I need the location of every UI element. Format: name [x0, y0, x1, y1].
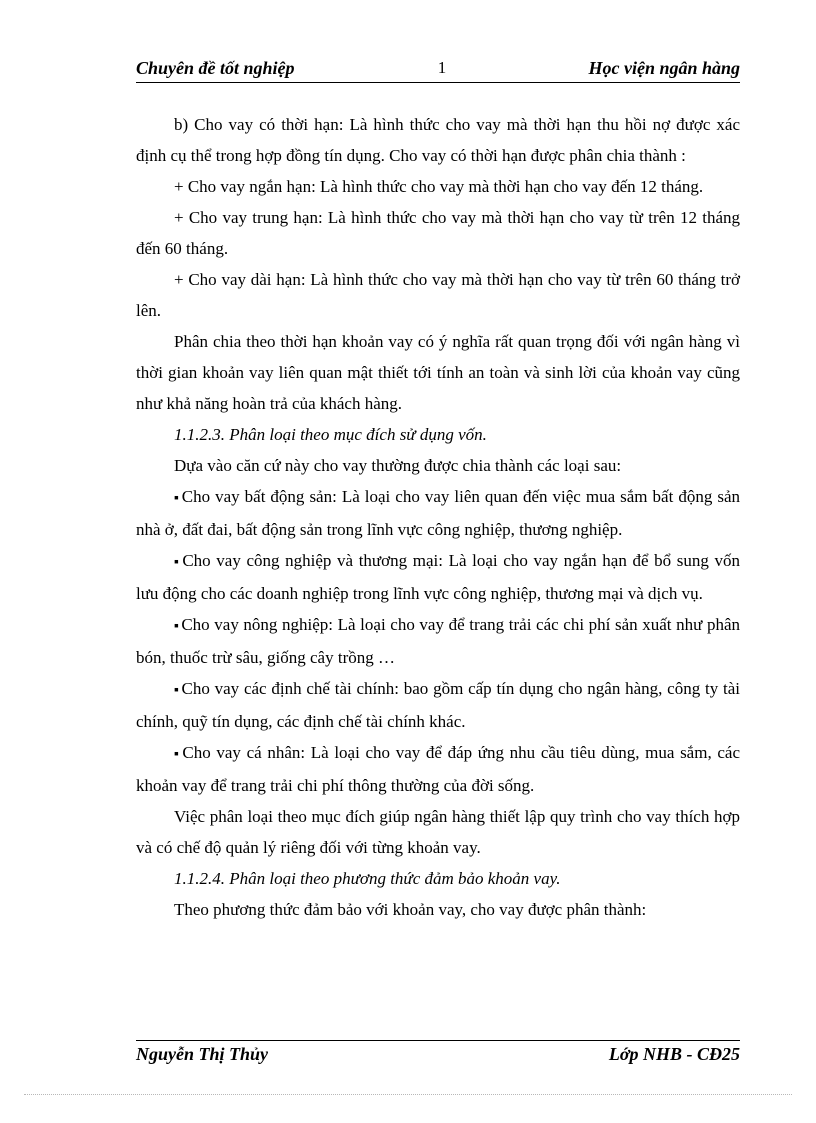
page-bottom-edge [24, 1094, 792, 1095]
header-left-title: Chuyên đề tốt nghiệp [136, 58, 295, 78]
bullet-individual [136, 737, 740, 801]
paragraph-purpose-benefit: Việc phân loại theo mục đích giúp ngân hàng thiết lập quy trình cho vay thích hợp và có chế độ quản lý riêng đối với từng khoản vay. [136, 807, 740, 857]
bullet-agriculture [136, 609, 740, 673]
footer-author: Nguyễn Thị Thủy [136, 1044, 269, 1064]
document-body [136, 109, 740, 925]
document-page [136, 0, 740, 1123]
bullet-industry-commerce [136, 545, 740, 609]
bullet-icon [174, 487, 182, 506]
bullet-text: Cho vay các định chế tài chính: bao gồm cấp tín dụng cho ngân hàng, công ty tài chính, quỹ tín dụng, các định chế tài chính khác. [136, 679, 740, 731]
paragraph-short-term: + Cho vay ngắn hạn: Là hình thức cho vay mà thời hạn cho vay đến 12 tháng. [174, 177, 704, 196]
bullet-real-estate [136, 481, 740, 545]
bullet-text: Cho vay cá nhân: Là loại cho vay để đáp ứng nhu cầu tiêu dùng, mua sắm, các khoản vay để trang trải chi phí thông thường của đời sống. [136, 743, 740, 795]
page-number: 1 [437, 58, 447, 77]
header-right-title: Học viện ngân hàng [588, 58, 740, 78]
section-heading-1-1-2-4: 1.1.2.4. Phân loại theo phương thức đảm bảo khoản vay. [174, 869, 561, 888]
bullet-icon [174, 679, 182, 698]
paragraph-term-significance: Phân chia theo thời hạn khoản vay có ý nghĩa rất quan trọng đối với ngân hàng vì thời gian khoản vay liên quan mật thiết tới tính an toàn và sinh lời của khoản vay cũng như khả năng hoàn trả của khách hàng. [136, 332, 740, 413]
bullet-text: Cho vay công nghiệp và thương mại: Là loại cho vay ngắn hạn để bổ sung vốn lưu động cho các doanh nghiệp trong lĩnh vực công nghiệp, thương mại và dịch vụ. [136, 551, 740, 603]
paragraph-term-loans: b) Cho vay có thời hạn: Là hình thức cho vay mà thời hạn thu hồi nợ được xác định cụ thể trong hợp đồng tín dụng. Cho vay có thời hạn được phân chia thành : [136, 115, 740, 165]
paragraph-collateral-intro: Theo phương thức đảm bảo với khoản vay, cho vay được phân thành: [174, 900, 647, 919]
footer-divider [136, 1040, 740, 1041]
bullet-text: Cho vay bất động sản: Là loại cho vay liên quan đến việc mua sắm bất động sản nhà ở, đất đai, bất động sản trong lĩnh vực công nghiệp, thương nghiệp. [136, 487, 740, 539]
section-heading-1-1-2-3: 1.1.2.3. Phân loại theo mục đích sử dụng vốn. [174, 425, 487, 444]
bullet-text: Cho vay nông nghiệp: Là loại cho vay để trang trải các chi phí sản xuất như phân bón, thuốc trừ sâu, giống cây trồng … [136, 615, 740, 667]
bullet-financial-institutions [136, 673, 740, 737]
paragraph-purpose-intro: Dựa vào căn cứ này cho vay thường được chia thành các loại sau: [174, 456, 622, 475]
paragraph-long-term: + Cho vay dài hạn: Là hình thức cho vay mà thời hạn cho vay từ trên 60 tháng trở lên. [136, 270, 740, 320]
footer-class: Lớp NHB - CĐ25 [608, 1044, 740, 1064]
paragraph-medium-term: + Cho vay trung hạn: Là hình thức cho vay mà thời hạn cho vay từ trên 12 tháng đến 60 tháng. [136, 208, 740, 258]
page-header [136, 58, 740, 83]
